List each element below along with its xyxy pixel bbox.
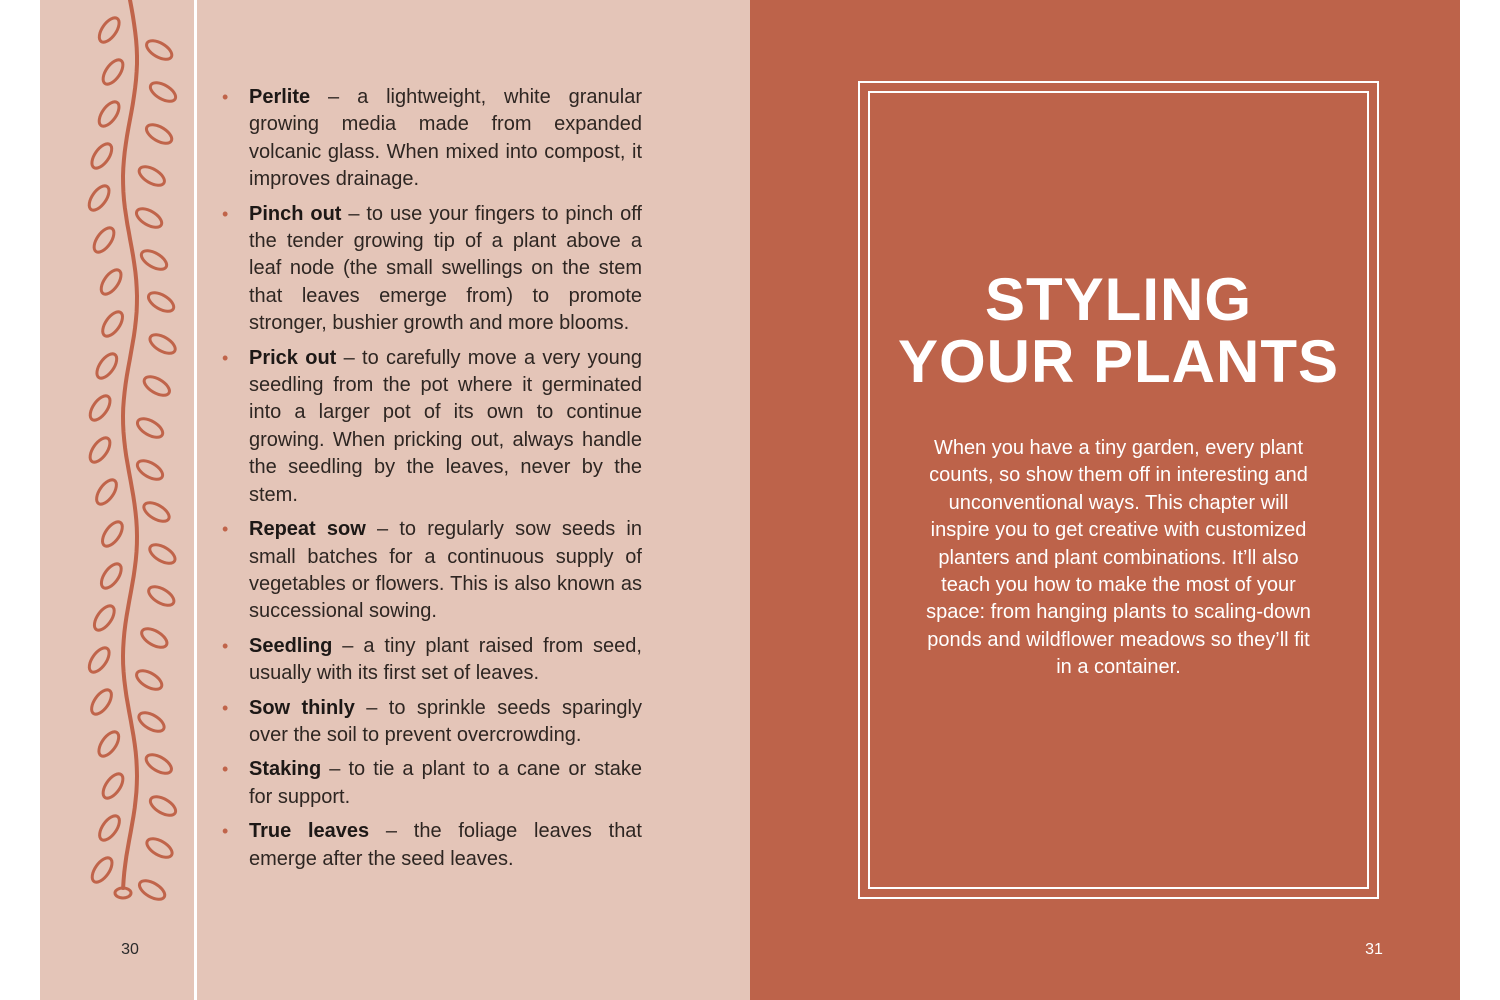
vine-leaf-right [134,457,165,483]
chapter-title-line-1: STYLING [984,266,1252,333]
glossary-term: Sow thinly [249,696,355,719]
page-divider-line [194,0,197,1000]
vine-leaf-left [86,393,114,424]
vine-leaf-left [90,225,118,256]
vine-leaf-left [95,729,123,760]
vine-leaf-left [95,99,123,130]
vine-leaf-left [91,603,119,634]
glossary-entry [220,633,642,688]
vine-leaf-right [136,163,167,189]
vine-leaf-left [88,687,116,718]
chapter-title-line-2: YOUR PLANTS [897,328,1340,395]
vine-leaf-right [136,709,167,735]
vine-leaf-left [98,561,126,592]
vine-leaf-left [93,351,121,382]
right-page [750,0,1460,1000]
vine-leaf-right [146,583,177,609]
glossary-definition: – to carefully move a very young seedling from the pot where it germinated into a larger pot of its own to continue growing. When pricking out, always handle the seedling by the leaves, never by the stem. [249,346,642,506]
vine-leaf-right [143,751,174,777]
page-number-right: 31 [1365,941,1383,958]
vine-stem [123,0,137,888]
glossary-definition: – to use your fingers to pinch off the tender growing tip of a plant above a leaf node (the small swellings on the stem that leaves emerge from) to promote stronger, bushier growth and more blooms. [249,202,642,335]
vine-leaf-left [97,267,125,298]
vine-leaf-right [143,121,174,147]
bullet-icon: • [222,635,229,656]
vine-leaf-right [147,79,178,105]
bullet-icon: • [222,697,229,718]
glossary-definition: – to regularly sow seeds in small batches for a continuous supply of vegetables or flowers. This is also known as successional sowing. [249,518,642,623]
glossary-definition: – a lightweight, white granular growing media made from expanded volcanic glass. When mixed into compost, it improves drainage. [249,86,642,191]
glossary-entry [220,345,642,509]
vine-leaf-left [93,477,121,508]
vine-leaf-right [136,877,167,903]
book-spread [40,0,1460,1000]
vine-leaf-left [99,519,127,550]
vine-leaf-left [88,141,116,172]
vine-leaf-right [145,289,176,315]
vine-decoration-icon [40,0,192,1000]
glossary-definition: – the foliage leaves that emerge after the seed leaves. [249,820,642,870]
bullet-icon: • [222,821,229,842]
glossary-definition: – to sprinkle seeds sparingly over the soil to prevent overcrowding. [249,696,643,746]
vine-leaf-right [141,373,172,399]
vine-leaf-left [99,771,127,802]
vine-leaf-right [139,625,170,651]
glossary-list [220,84,642,880]
glossary-entry [220,695,642,750]
vine-leaf-left [96,813,124,844]
vine-leaf-left [85,645,113,676]
vine-leaf-right [138,247,169,273]
vine-leaf-right [134,415,165,441]
vine-leaf-right [141,499,172,525]
bullet-icon: • [222,519,229,540]
decorative-frame [858,81,1379,899]
glossary-definition: – a tiny plant raised from seed, usually with its first set of leaves. [249,634,642,685]
glossary-term: True leaves [249,820,370,843]
vine-leaf-left [86,435,114,466]
glossary-definition: – to tie a plant to a cane or stake for support. [249,758,642,808]
glossary-entry [220,201,642,338]
bullet-icon: • [222,347,229,368]
vine-leaf-left [95,15,123,46]
glossary-entry [220,756,642,811]
vine-leaf-right [144,835,175,861]
chapter-title [860,266,1377,395]
vine-leaf-right [144,37,175,63]
glossary-entry [220,516,642,626]
vine-leaf-left [88,855,116,886]
glossary-entry [220,818,642,873]
left-page [40,0,750,1000]
page-number-left: 30 [121,941,139,958]
glossary-term: Seedling [249,634,333,657]
bullet-icon: • [222,203,229,224]
vine-leaf-right [147,331,178,357]
chapter-intro: When you have a tiny garden, every plant counts, so show them off in interesting and unconventional ways. This chapter will inspire you to get creative with customized planters and plant combinations. It’ll also teach you how to make the most of your space: from hanging plants to scaling-down ponds and wildflower meadows so they’ll fit in a container. [926,437,1311,679]
glossary-term: Repeat sow [249,518,366,541]
vine-leaf-right [134,667,165,693]
vine-leaf-left [85,183,113,214]
glossary-entry [220,84,642,194]
vine-leaf-right [133,205,164,231]
glossary-term: Prick out [249,346,337,369]
vine-leaf-right [147,541,178,567]
vine-leaf-left [99,309,127,340]
glossary-term: Pinch out [249,202,342,225]
vine-leaf-right [147,793,178,819]
glossary-term: Perlite [249,86,311,108]
vine-tip-leaf [115,888,131,898]
vine-leaf-left [99,57,127,88]
glossary-term: Staking [249,758,322,781]
bullet-icon: • [222,759,229,780]
bullet-icon: • [222,87,229,107]
